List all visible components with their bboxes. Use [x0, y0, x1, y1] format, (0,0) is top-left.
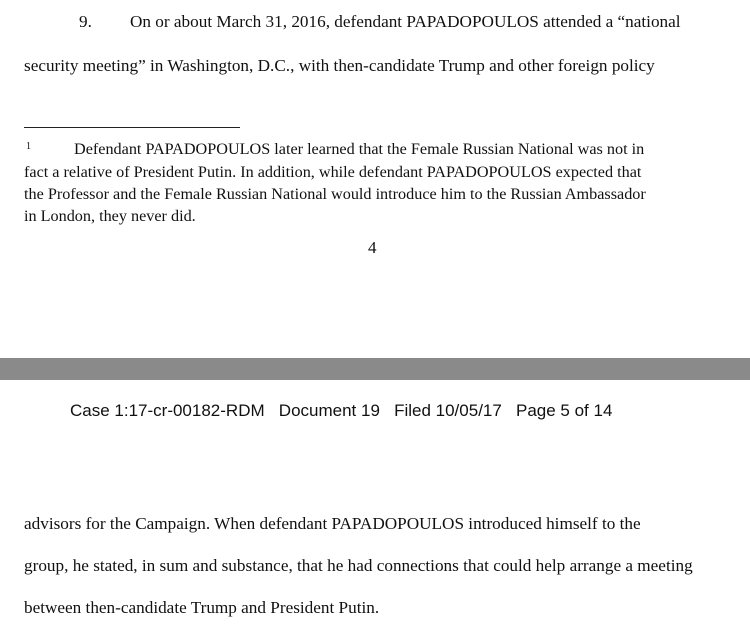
footnote-marker: 1 [26, 141, 31, 152]
page-number: 4 [368, 238, 377, 257]
footnote-line-1: Defendant PAPADOPOULOS later learned that the Female Russian National was not in [74, 140, 645, 158]
footnote-divider [24, 127, 240, 128]
paragraph-line-4: group, he stated, in sum and substance, that he had connections that could help arrange a meeting [24, 556, 693, 575]
paragraph-line-5: between then-candidate Trump and President Putin. [24, 598, 380, 617]
paragraph-number: 9. [79, 12, 92, 31]
footnote-line-3: the Professor and the Female Russian National would introduce him to the Russian Ambassador [24, 185, 646, 203]
paragraph-line-3: advisors for the Campaign. When defendant PAPADOPOULOS introduced himself to the [24, 514, 641, 533]
case-header: Case 1:17-cr-00182-RDM Document 19 Filed 10/05/17 Page 5 of 14 [70, 401, 613, 420]
paragraph-line-2: security meeting” in Washington, D.C., with then-candidate Trump and other foreign policy [24, 56, 655, 75]
footnote-line-2: fact a relative of President Putin. In addition, while defendant PAPADOPOULOS expected that [24, 163, 642, 181]
page-separator [0, 358, 750, 380]
footnote-line-4: in London, they never did. [24, 207, 196, 225]
paragraph-line-1: On or about March 31, 2016, defendant PAPADOPOULOS attended a “national [130, 12, 681, 31]
